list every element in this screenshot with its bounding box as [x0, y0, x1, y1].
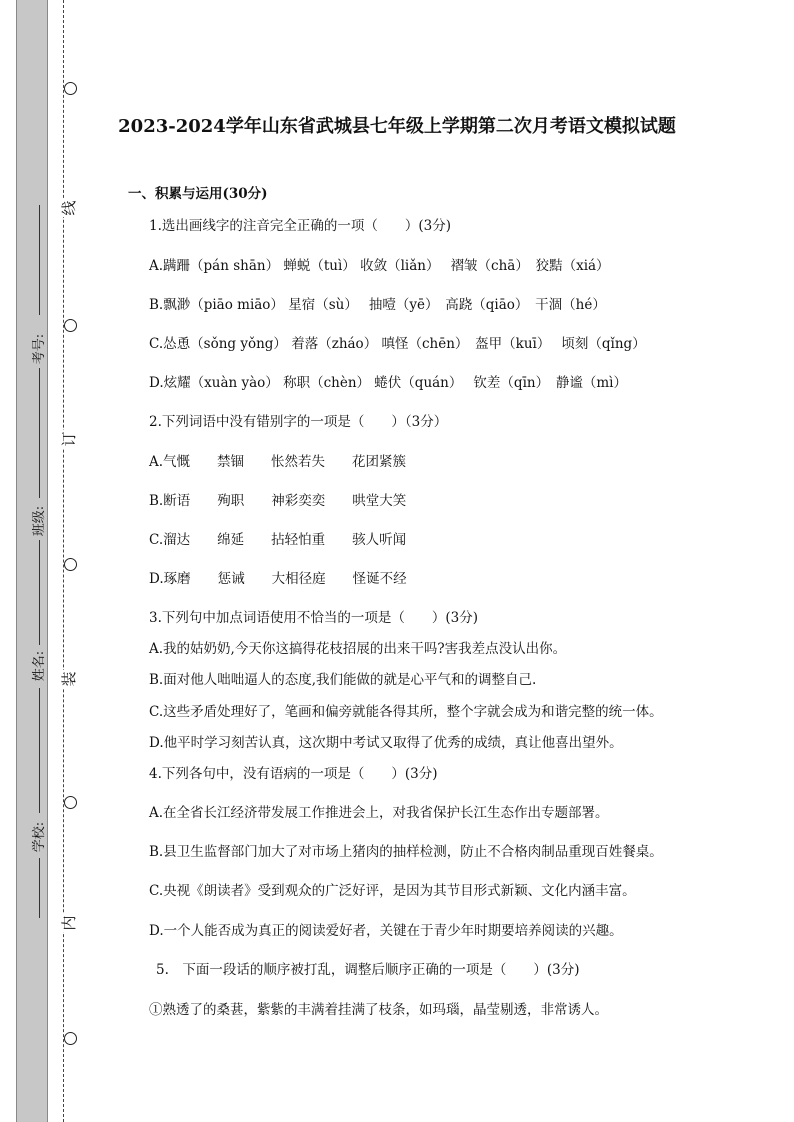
binding-hole: [64, 558, 77, 571]
field-underline: [39, 205, 40, 315]
question-4-option-d: D.一个人能否成为真正的阅读爱好者，关键在于青少年时期要培养阅读的兴趣。: [149, 923, 623, 939]
question-3-option-b: B.面对他人咄咄逼人的态度,我们能做的就是心平气和的调整自己.: [149, 672, 537, 688]
field-underline: [39, 368, 40, 498]
question-4-option-c: C.央视《朗读者》受到观众的广泛好评，是因为其节目形式新颖、文化内涵丰富。: [149, 883, 636, 899]
binding-hole: [64, 82, 77, 95]
cut-mark: 订: [60, 431, 78, 447]
question-2-stem: 2.下列词语中没有错别字的一项是（ ）（3分）: [149, 414, 448, 430]
binding-hole: [64, 319, 77, 332]
question-1-option-a: A.蹒跚（pán shān） 蝉蜕（tuì） 收敛（liǎn） 褶皱（chā） 狡黠（xiá）: [149, 258, 610, 274]
question-2-option-b: B.断语 殉职 神彩奕奕 哄堂大笑: [149, 493, 407, 509]
field-label-class: 班级:: [32, 505, 47, 537]
question-1-stem: 1.选出画线字的注音完全正确的一项（ ）(3分): [149, 218, 452, 234]
question-1-option-d: D.炫耀（xuàn yào） 称职（chèn） 蜷伏（quán） 钦差（qīn） 静谧（mì）: [149, 375, 627, 391]
field-underline: [39, 540, 40, 645]
question-1-option-c: C.怂恿（sǒng yǒng） 着落（zháo） 嗔怪（chēn） 盔甲（kuī） 顷刻（qǐng）: [149, 336, 646, 352]
field-label-exam-number: 考号:: [32, 333, 47, 365]
question-2-option-d: D.琢磨 惩诫 大相径庭 怪诞不经: [149, 571, 407, 587]
question-3-option-a: A.我的姑奶奶,今天你这搞得花枝招展的出来干吗?害我差点没认出你。: [149, 641, 567, 657]
field-underline: [39, 688, 40, 813]
question-2-option-a: A.气慨 禁锢 怅然若失 花团紧簇: [149, 454, 407, 470]
binding-hole: [64, 796, 77, 809]
question-3-option-d: D.他平时学习刻苦认真，这次期中考试又取得了优秀的成绩，真让他喜出望外。: [149, 735, 623, 751]
field-label-name: 姓名:: [32, 650, 47, 682]
page-title: 2023-2024学年山东省武城县七年级上学期第二次月考语文模拟试题: [118, 116, 676, 137]
question-4-option-a: A.在全省长江经济带发展工作推进会上，对我省保护长江生态作出专题部署。: [149, 805, 609, 821]
section-heading: 一、积累与运用(30分): [128, 186, 268, 202]
question-2-option-c: C.溜达 绵延 拈轻怕重 骇人听闻: [149, 532, 407, 548]
question-3-stem: 3.下列句中加点词语使用不恰当的一项是（ ）(3分): [149, 610, 479, 626]
question-5-sentence-1: ①熟透了的桑葚，紫紫的丰满着挂满了枝条，如玛瑙，晶莹剔透，非常诱人。: [149, 1002, 608, 1018]
question-4-option-b: B.县卫生监督部门加大了对市场上猪肉的抽样检测，防止不合格肉制品重现百姓餐桌。: [149, 844, 663, 860]
field-label-school: 学校:: [32, 821, 47, 853]
binding-hole: [64, 1032, 77, 1045]
question-5-stem: 5. 下面一段话的顺序被打乱，调整后顺序正确的一项是（ ）(3分): [156, 962, 580, 978]
cut-mark: 内: [60, 915, 78, 931]
question-1-option-b: B.飘渺（piāo miāo） 星宿（sù） 抽噎（yē） 高跷（qiāo） 干涸（hé）: [149, 297, 606, 313]
cut-mark: 线: [60, 200, 78, 216]
binding-strip: [16, 0, 48, 1122]
cut-mark: 装: [60, 671, 78, 687]
field-underline: [39, 858, 40, 918]
question-3-option-c: C.这些矛盾处理好了，笔画和偏旁就能各得其所，整个字就会成为和谐完整的统一体。: [149, 704, 663, 720]
question-4-stem: 4.下列各句中，没有语病的一项是（ ）(3分): [149, 766, 438, 782]
